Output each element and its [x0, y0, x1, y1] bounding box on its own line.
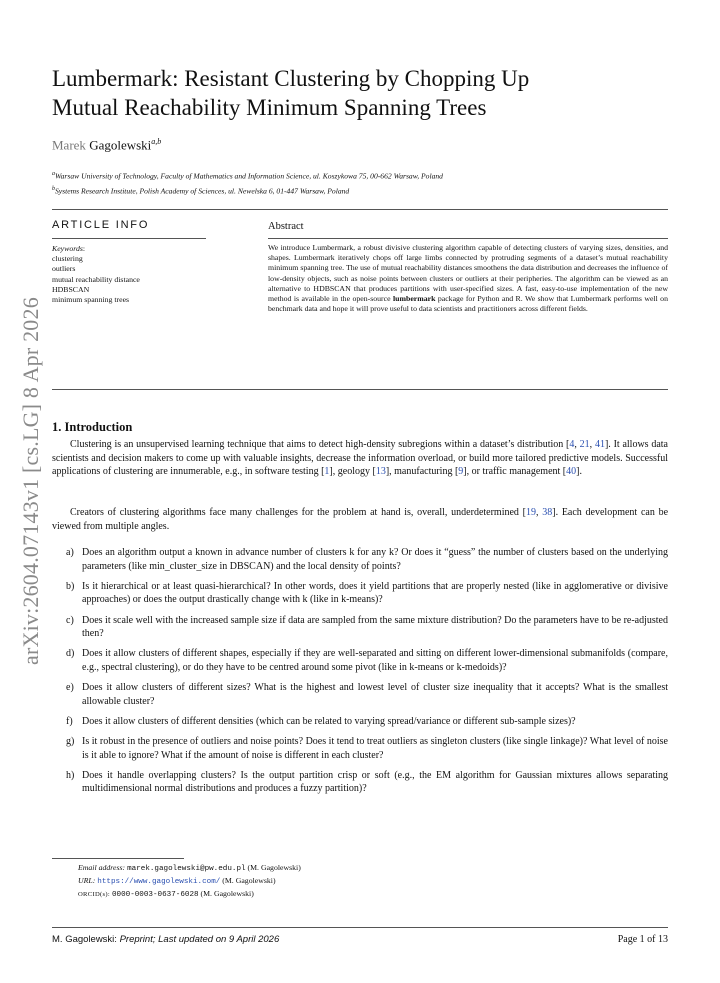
footer-rule: [52, 927, 668, 928]
footnote-orcid: ORCID(s): 0000-0003-0637-6028 (M. Gagolewski): [78, 889, 254, 899]
abstract-rule: [268, 238, 668, 239]
citation-link[interactable]: 9: [458, 466, 464, 478]
section-heading: 1. Introduction: [52, 420, 133, 434]
citation-link[interactable]: 1: [324, 466, 330, 478]
header-rule: [52, 209, 668, 210]
footnote-rule: [52, 858, 184, 859]
abstract-text: We introduce Lumbermark, a robust divisive clustering algorithm capable of detecting clusters of varying sizes, densities, and shapes. Lumbermark iteratively chops off large limbs connected by protruding segments of a dataset’s mutual reachability minimum spanning tree. The use of mutual reachability distances smoothens the data distribution and decreases the influence of low-density objects, such as noise points between clusters or outliers at their peripheries. The algorithm can be viewed as an alternative to HDBSCAN that produces partitions with user-specified sizes. A fast, easy-to-use implementation of the new method is available in the open-source lumbermark package for Python and R. We show that Lumbermark performs well on benchmark data and hope it will prove useful to data scientists and practitioners across different fields.: [268, 243, 668, 314]
citation-link[interactable]: 21: [579, 439, 590, 450]
keyword: mutual reachability distance: [52, 274, 140, 284]
list-item: f) Does it allow clusters of different densities (which can be related to varying spread/variance or different sub-sample sizes)?: [66, 715, 576, 727]
affiliation-a: $^a$Warsaw University of Technology, Faculty of Mathematics and Information Science, ul. Koszykowa 75, 00-662 Warsaw, Poland: [52, 171, 443, 181]
list-item: e) Does it allow clusters of different sizes? What is the highest and lowest level of cluster size inequality that it accepts? What is the smallest allowable cluster?: [66, 682, 668, 707]
abstract-end-rule: [52, 389, 668, 390]
title-line-1: Lumbermark: Resistant Clustering by Chopping Up: [52, 66, 530, 91]
citation-link[interactable]: 41: [594, 439, 605, 450]
citation-link[interactable]: 38: [542, 507, 553, 518]
author: [52, 137, 161, 153]
footer-left: M. Gagolewski: Preprint; Last updated on 9 April 2026: [52, 934, 280, 945]
list-item: d) Does it allow clusters of different shapes, especially if they are well-separated and sitting on different lower-dimensional submanifolds (compare, e.g., spectral clustering), or do they have to be centred around some pivot (like in k-means or k-medoids)?: [66, 648, 668, 673]
title-line-2: Mutual Reachability Minimum Spanning Trees: [52, 95, 487, 120]
affiliations: [52, 168, 672, 197]
citation-link[interactable]: 13: [375, 466, 386, 478]
author-last-name: Gagolewski: [89, 137, 152, 153]
intro-paragraph-2: Creators of clustering algorithms face many challenges for the problem at hand is, overall, underdetermined [19, 38]. Each development can be viewed from multiple angles.: [52, 507, 669, 532]
affiliation-b: $^b$Systems Research Institute, Polish Academy of Sciences, ul. Newelska 6, 01-447 Warsaw, Poland: [52, 185, 350, 196]
homepage-link[interactable]: https://www.gagolewski.com/: [97, 878, 221, 886]
package-name: lumbermark: [392, 294, 436, 304]
footnotes: [78, 862, 301, 901]
citation-link[interactable]: 40: [566, 466, 577, 478]
paper-title: [52, 64, 652, 122]
keyword: outliers: [52, 264, 76, 274]
page-number: Page 1 of 13: [617, 934, 668, 945]
keyword: HDBSCAN: [52, 284, 90, 294]
list-item: c) Does it scale well with the increased sample size if data are sampled from the same mixture distribution? Do the parameters have to be re-adjusted then?: [66, 614, 668, 640]
article-info-heading: ARTICLE INFO: [52, 219, 150, 231]
citation-link[interactable]: 19: [526, 507, 536, 518]
intro-paragraph-1: Clustering is an unsupervised learning technique that aims to detect high-density subregions within a dataset’s distribution [4, 21, 41]. It allows data scientists and decision makers to come up with valuable insights, decrease the information overload, or build more tailored predictive models. Successful applications of clustering are innumerable, e.g., in software testing [1], geology [13], manufacturing [9], or traffic management [40].: [52, 439, 668, 478]
citation-link[interactable]: 4: [569, 439, 575, 450]
list-item: b) Is it hierarchical or at least quasi-hierarchical? In other words, does it yield partitions that are properly nested (like in agglomerative or divisive approaches) or does the output drastically change with k (like in k-means)?: [66, 580, 668, 606]
keywords-label: Keywords: [52, 244, 83, 253]
author-first-name: Marek: [52, 137, 86, 153]
keywords-block: Keywords: clustering outliers mutual reachability distance HDBSCAN minimum spanning trees: [52, 244, 140, 305]
footnote-email: Email address: marek.gagolewski@pw.edu.pl (M. Gagolewski): [78, 863, 301, 873]
list-item: g) Is it robust in the presence of outliers and noise points? Does it tend to treat outliers as singleton clusters (like single linkage)? What level of noise is it able to ignore? What if the amount of noise is different in each cluster?: [66, 736, 668, 761]
footnote-url: URL: https://www.gagolewski.com/ (M. Gagolewski): [78, 876, 276, 886]
article-info-rule: [52, 238, 206, 239]
keyword: minimum spanning trees: [52, 295, 130, 305]
orcid-link[interactable]: 0000-0003-0637-6028: [111, 891, 199, 899]
keyword: clustering: [52, 254, 83, 264]
abstract-heading: Abstract: [268, 221, 304, 232]
list-item: a) Does an algorithm output a known in advance number of clusters k for any k? Or does it “guess” the number of clusters based on the underlying parameters (like min_cluster_size in DBSCAN) and the local density of points?: [66, 547, 668, 572]
list-item: h) Does it handle overlapping clusters? Is the output partition crisp or soft (e.g., the EM algorithm for Gaussian mixtures allows separating multidimensional normal distributions and produces a fuzzy partition)?: [66, 769, 668, 795]
arxiv-watermark: arXiv:2604.07143v1 [cs.LG] 8 Apr 2026: [18, 297, 43, 665]
email-link[interactable]: marek.gagolewski@pw.edu.pl: [127, 865, 246, 873]
author-affiliation-marks: a,b: [151, 137, 162, 146]
question-list: [52, 546, 668, 803]
